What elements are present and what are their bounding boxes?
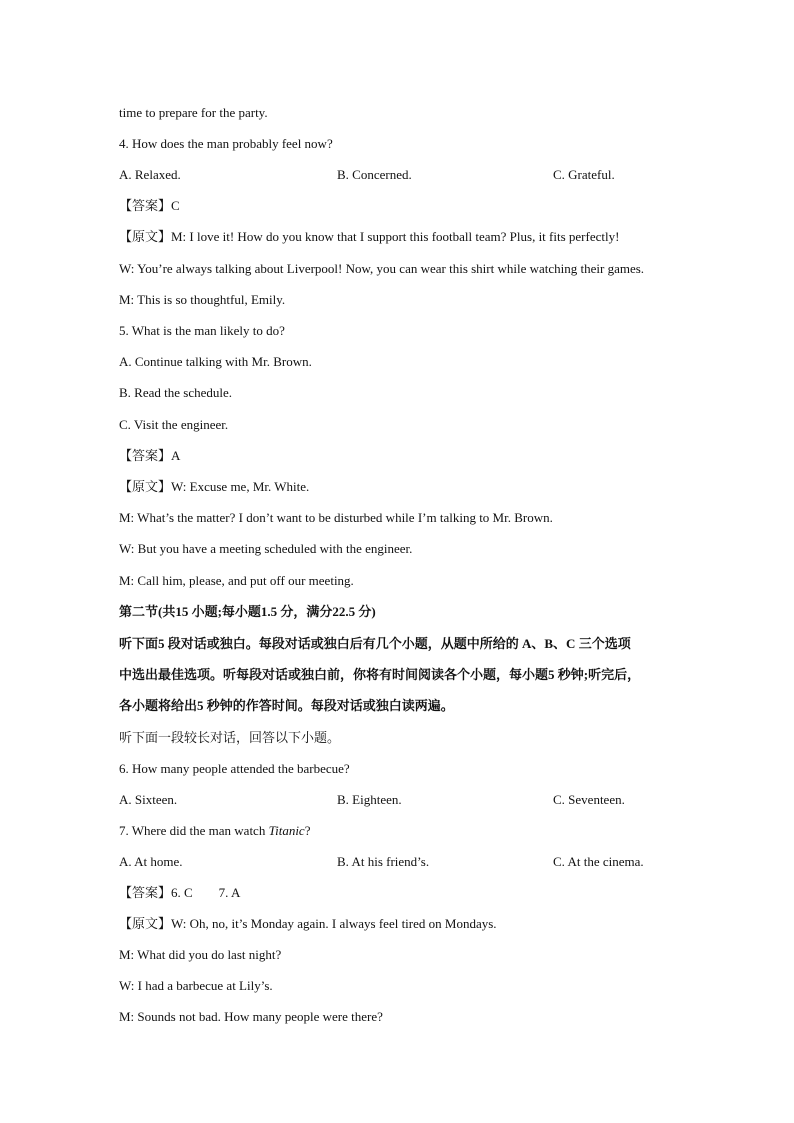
section-2-title: 第二节(共15 小题;每小题1.5 分，满分22.5 分) bbox=[119, 604, 376, 619]
passage-intro: 听下面一段较长对话，回答以下小题。 bbox=[119, 730, 341, 745]
transcript-line: W: But you have a meeting scheduled with the engineer. bbox=[119, 541, 413, 556]
question-5: 5. What is the man likely to do? bbox=[119, 323, 285, 338]
answer-6: 【答案】6. C bbox=[119, 885, 193, 900]
film-title: Titanic bbox=[268, 823, 305, 838]
transcript-line: M: What’s the matter? I don’t want to be disturbed while I’m talking to Mr. Brown. bbox=[119, 510, 553, 525]
transcript-line: W: I had a barbecue at Lily’s. bbox=[119, 978, 273, 993]
option-c: C. Seventeen. bbox=[553, 792, 625, 807]
option-a: A. Continue talking with Mr. Brown. bbox=[119, 354, 312, 369]
section-2-instructions: 听下面5 段对话或独白。每段对话或独白后有几个小题，从题中所给的 A、B、C 三个选项 bbox=[119, 636, 631, 651]
option-a: A. Relaxed. bbox=[119, 167, 181, 182]
transcript-line: 【原文】W: Excuse me, Mr. White. bbox=[119, 479, 310, 494]
question-6-options bbox=[119, 791, 679, 809]
question-7 bbox=[119, 822, 310, 840]
option-a: A. At home. bbox=[119, 854, 183, 869]
option-b: B. Read the schedule. bbox=[119, 385, 232, 400]
option-c: C. Grateful. bbox=[553, 167, 615, 182]
option-b: B. Concerned. bbox=[337, 167, 412, 182]
transcript-line: 【原文】M: I love it! How do you know that I support this football team? Plus, it fits perfectly! bbox=[119, 229, 620, 244]
question-6: 6. How many people attended the barbecue? bbox=[119, 761, 350, 776]
question-7-text: 7. Where did the man watch bbox=[119, 823, 269, 838]
transcript-line: M: This is so thoughtful, Emily. bbox=[119, 292, 286, 307]
section-2-instructions: 各小题将给出5 秒钟的作答时间。每段对话或独白读两遍。 bbox=[119, 698, 454, 713]
section-2-instructions: 中选出最佳选项。听每段对话或独白前，你将有时间阅读各个小题，每小题5 秒钟;听完后， bbox=[119, 667, 641, 682]
answer-7: 7. A bbox=[218, 885, 241, 900]
option-c: C. At the cinema. bbox=[553, 854, 644, 869]
question-4-options bbox=[119, 166, 679, 184]
transcript-line: M: What did you do last night? bbox=[119, 947, 282, 962]
question-mark: ? bbox=[304, 823, 311, 838]
transcript-line: M: Call him, please, and put off our meeting. bbox=[119, 573, 354, 588]
answer-4: 【答案】C bbox=[119, 198, 180, 213]
transcript-line: 【原文】W: Oh, no, it’s Monday again. I always feel tired on Mondays. bbox=[119, 916, 497, 931]
transcript-line: M: Sounds not bad. How many people were there? bbox=[119, 1009, 383, 1024]
option-b: B. At his friend’s. bbox=[337, 854, 430, 869]
transcript-line: W: You’re always talking about Liverpool! Now, you can wear this shirt while watching their games. bbox=[119, 261, 645, 276]
question-7-options bbox=[119, 853, 679, 871]
text-line: time to prepare for the party. bbox=[119, 105, 268, 120]
answer-5: 【答案】A bbox=[119, 448, 181, 463]
question-4: 4. How does the man probably feel now? bbox=[119, 136, 333, 151]
answer-6-7 bbox=[119, 884, 240, 902]
option-c: C. Visit the engineer. bbox=[119, 417, 229, 432]
option-a: A. Sixteen. bbox=[119, 792, 178, 807]
option-b: B. Eighteen. bbox=[337, 792, 402, 807]
